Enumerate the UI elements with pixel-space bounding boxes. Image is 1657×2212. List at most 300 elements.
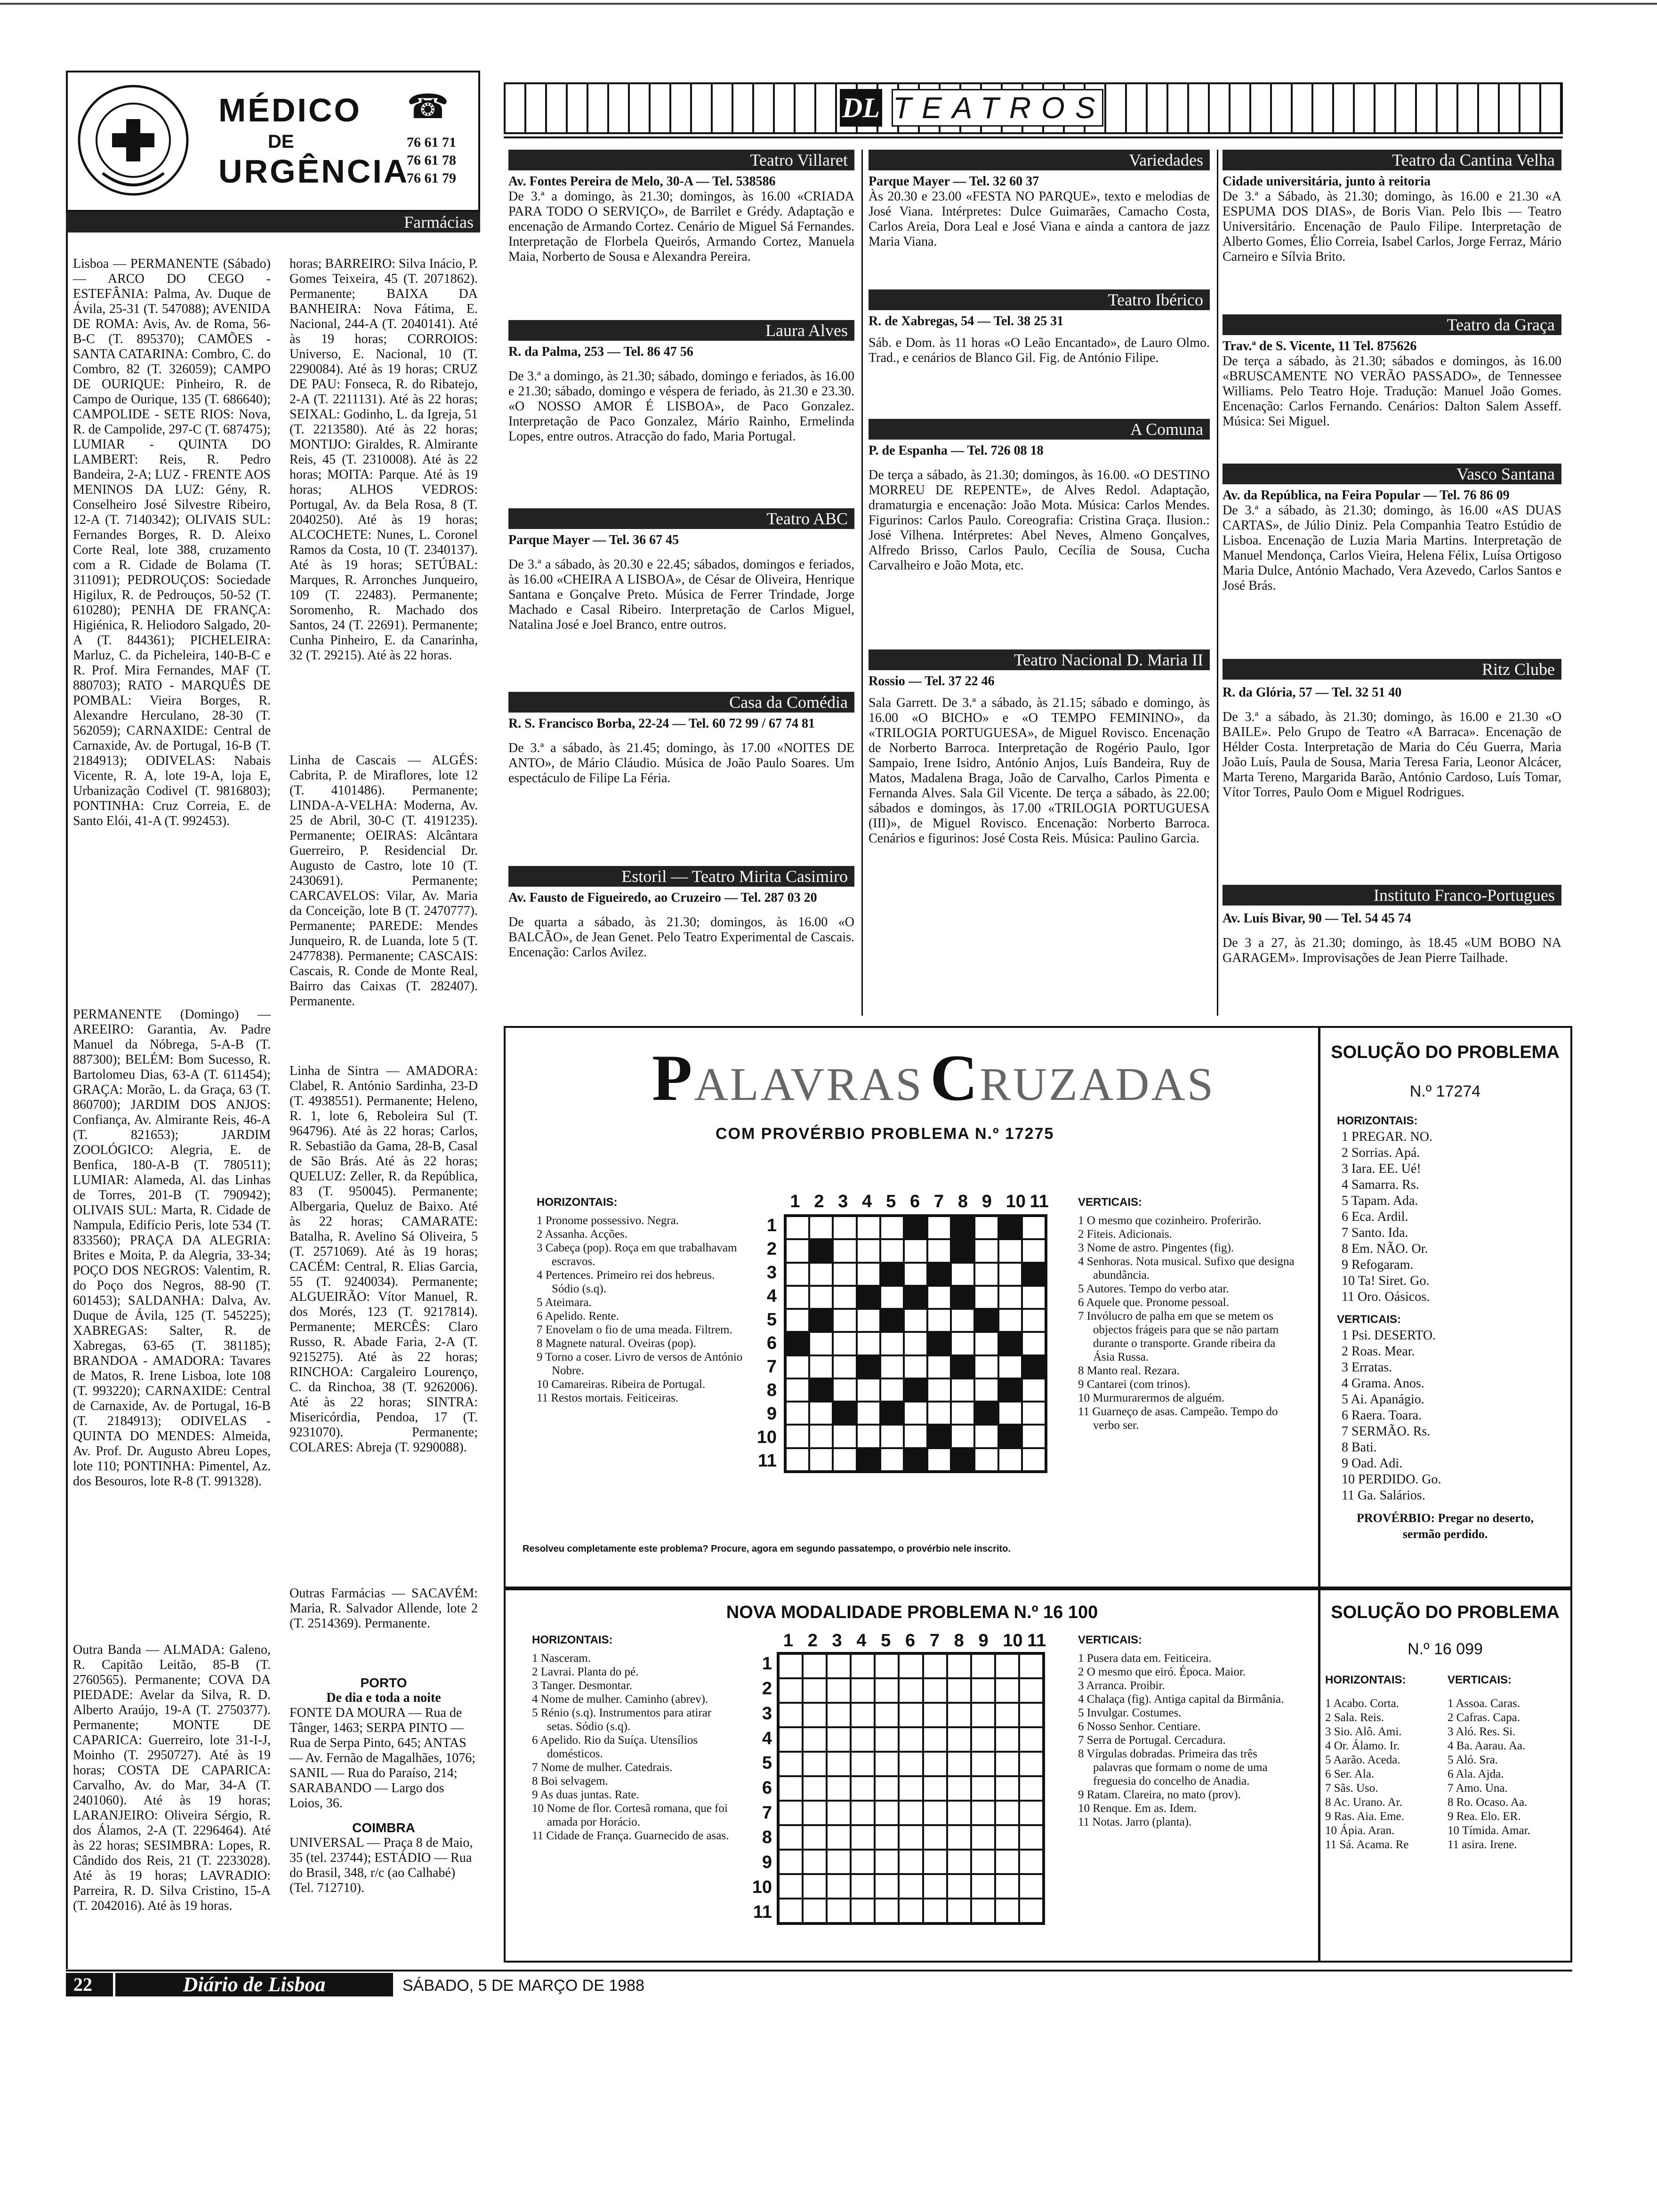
grid-cell[interactable] [998, 1355, 1022, 1378]
grid-cell[interactable] [927, 1378, 951, 1402]
grid-cell[interactable] [923, 1874, 947, 1899]
grid-cell[interactable] [927, 1263, 951, 1286]
grid-cell[interactable] [899, 1825, 923, 1850]
grid-cell[interactable] [827, 1678, 851, 1703]
grid-cell[interactable] [951, 1425, 974, 1448]
grid-cell[interactable] [803, 1874, 827, 1899]
grid-cell[interactable] [851, 1850, 875, 1874]
grid-cell[interactable] [875, 1678, 899, 1703]
grid-cell[interactable] [786, 1286, 809, 1309]
solution-item: 11 Ga. Salários. [1342, 1488, 1425, 1503]
grid-cell[interactable] [833, 1332, 856, 1355]
villaret-text: De 3.ª a domingo, às 21.30; domingos, às 16.00 «CRIADA PARA TODO O SERVIÇO», de Barrilet e Grédy. Adaptação e encenação de Armando Cortez. Cenário de Miguel Sá Fernandes. Interpretação de Florbela Queirós, Armando Cortez, Manuela Maia, Norberto de Sousa e Alexandra Pereira. [508, 189, 854, 264]
grid-cell[interactable] [998, 1448, 1022, 1471]
grid-cell[interactable] [833, 1448, 856, 1471]
grid-cell[interactable] [947, 1727, 971, 1752]
solution-item: 7 SERMÃO. Rs. [1342, 1424, 1431, 1439]
grid-cell[interactable] [857, 1332, 880, 1355]
grid-cell[interactable] [779, 1899, 803, 1923]
farmacias-margem-sul: horas; BARREIRO: Silva Inácio, P. Gomes Teixeira, 45 (T. 2071862). Permanente; BAIXA DA BANHEIRA: Nova Fátima, E. Nacional, 244-A (T. 2040141). Até às 19 horas; CORROIOS: Universo, E. Nacional, 10 (T. 2290084). Até às 19 horas; CRUZ DE PAU: Fonseca, R. do Ribatejo, 2-A (T. 2211131). Até às 22 horas; SEIXAL: Godinho, L. da Igreja, 51 (T. 2213580). Até às 22 horas; MONTIJO: Giraldes, R. Almirante Reis, 45 (T. 2310008). Até às 22 horas; MOITA: Parque. Até às 19 horas; ALHOS VEDROS: Portugal, Av. da Bela Rosa, 8 (T. 2040250). Até às 19 horas; ALCOCHETE: Nunes, L. Coronel Ramos da Costa, 10 (T. 2340137). Até às 19 horas; SETÚBAL: Marques, R. Arronches Junqueiro, 109 (T. 22483). Permanente; Soromenho, R. Machado dos Santos, 24 (T. 22691). Permanente; Cunha Pinheiro, E. da Canarinha, 32 (T. 29215). Até às 22 horas. [290, 256, 478, 663]
solution-item: 8 Ro. Ocaso. Aa. [1448, 1796, 1528, 1809]
grid-cell[interactable] [904, 1378, 927, 1402]
grid-cell[interactable] [974, 1402, 998, 1425]
grid-cell[interactable] [875, 1727, 899, 1752]
v-clue: 1 O mesmo que cozinheiro. Proferirão. [1078, 1214, 1262, 1227]
variedades-section [869, 150, 1210, 249]
grid-cell[interactable] [779, 1776, 803, 1801]
grid-cell[interactable] [803, 1899, 827, 1923]
row-number: 7 [762, 1803, 772, 1823]
grid-cell[interactable] [880, 1448, 904, 1471]
grid-cell[interactable] [899, 1776, 923, 1801]
column-number: 7 [929, 1631, 940, 1651]
grid-cell[interactable] [995, 1825, 1019, 1850]
grid-cell[interactable] [809, 1355, 833, 1378]
grid-cell[interactable] [899, 1703, 923, 1727]
grid-cell[interactable] [880, 1378, 904, 1402]
grid-cell[interactable] [1022, 1263, 1046, 1286]
grid-cell[interactable] [923, 1850, 947, 1874]
grid-cell[interactable] [974, 1263, 998, 1286]
grid-cell[interactable] [971, 1678, 995, 1703]
grid-cell[interactable] [803, 1850, 827, 1874]
grid-cell[interactable] [995, 1776, 1019, 1801]
grid-cell[interactable] [998, 1239, 1022, 1262]
grid-cell[interactable] [1022, 1239, 1046, 1262]
grid-cell[interactable] [779, 1850, 803, 1874]
grid-cell[interactable] [803, 1776, 827, 1801]
grid-cell[interactable] [1019, 1727, 1043, 1752]
grid-cell[interactable] [851, 1678, 875, 1703]
variedades-addr: Parque Mayer — Tel. 32 60 37 [869, 174, 1039, 189]
grid-cell[interactable] [827, 1850, 851, 1874]
grid-cell[interactable] [971, 1801, 995, 1825]
grid-cell[interactable] [923, 1654, 947, 1678]
grid-cell[interactable] [947, 1752, 971, 1776]
grid-cell[interactable] [857, 1309, 880, 1332]
grid-cell[interactable] [786, 1239, 809, 1262]
grid-cell[interactable] [923, 1801, 947, 1825]
grid-cell[interactable] [779, 1801, 803, 1825]
grid-cell[interactable] [951, 1309, 974, 1332]
grid-cell[interactable] [927, 1448, 951, 1471]
grid-cell[interactable] [880, 1216, 904, 1239]
grid-cell[interactable] [1019, 1801, 1043, 1825]
grid-cell[interactable] [995, 1899, 1019, 1923]
grid-cell[interactable] [1019, 1874, 1043, 1899]
grid-cell[interactable] [786, 1216, 809, 1239]
villaret-title: Teatro Villaret [508, 150, 854, 170]
grid-cell[interactable] [1019, 1825, 1043, 1850]
grid-cell[interactable] [857, 1216, 880, 1239]
grid-cell[interactable] [779, 1825, 803, 1850]
grid-cell[interactable] [809, 1216, 833, 1239]
grid-cell[interactable] [875, 1752, 899, 1776]
grid-cell[interactable] [974, 1448, 998, 1471]
grid-cell[interactable] [998, 1378, 1022, 1402]
row-number: 1 [762, 1654, 772, 1674]
grid-cell[interactable] [1019, 1899, 1043, 1923]
franco-title: Instituto Franco-Portugues [1223, 885, 1561, 906]
grid-cell[interactable] [1022, 1378, 1046, 1402]
phone-1: 76 61 71 [407, 135, 456, 150]
grid-cell[interactable] [951, 1402, 974, 1425]
grid-cell[interactable] [809, 1309, 833, 1332]
grid-cell[interactable] [899, 1850, 923, 1874]
grid-cell[interactable] [947, 1899, 971, 1923]
grid-cell[interactable] [998, 1286, 1022, 1309]
grid-cell[interactable] [947, 1850, 971, 1874]
grid-cell[interactable] [786, 1448, 809, 1471]
grid-cell[interactable] [880, 1239, 904, 1262]
grid-cell[interactable] [998, 1216, 1022, 1239]
grid-cell[interactable] [947, 1801, 971, 1825]
grid-cell[interactable] [803, 1654, 827, 1678]
grid-cell[interactable] [974, 1425, 998, 1448]
grid-cell[interactable] [803, 1825, 827, 1850]
row-number: 5 [766, 1310, 777, 1330]
grid-cell[interactable] [904, 1402, 927, 1425]
grid-cell[interactable] [923, 1752, 947, 1776]
grid-cell[interactable] [971, 1654, 995, 1678]
grid-cell[interactable] [1019, 1678, 1043, 1703]
grid-cell[interactable] [809, 1332, 833, 1355]
h-clue: 2 Lavrai. Planta do pé. [532, 1666, 639, 1678]
grid-cell[interactable] [904, 1332, 927, 1355]
grid-cell[interactable] [880, 1286, 904, 1309]
v-clue: 7 Invólucro de palha em que se metem os objectos frágeis para que se não partam durante o transporte. Grande ribeira da Ásia Russa. [1078, 1310, 1279, 1363]
grid-cell[interactable] [947, 1776, 971, 1801]
grid-cell[interactable] [833, 1286, 856, 1309]
grid-cell[interactable] [786, 1402, 809, 1425]
grid-cell[interactable] [833, 1378, 856, 1402]
column-number: 10 [1005, 1192, 1026, 1211]
grid-cell[interactable] [899, 1678, 923, 1703]
grid-cell[interactable] [995, 1874, 1019, 1899]
grid-cell[interactable] [904, 1216, 927, 1239]
grid-cell[interactable] [1019, 1752, 1043, 1776]
grid-cell[interactable] [857, 1448, 880, 1471]
grid-cell[interactable] [923, 1678, 947, 1703]
row-number: 6 [766, 1333, 777, 1353]
laura-addr: R. da Palma, 253 — Tel. 86 47 56 [508, 345, 693, 359]
grid-cell[interactable] [995, 1727, 1019, 1752]
grid-cell[interactable] [971, 1703, 995, 1727]
crossword-grid-2[interactable] [777, 1652, 1045, 1925]
grid-cell[interactable] [827, 1752, 851, 1776]
grid-cell[interactable] [899, 1899, 923, 1923]
solution-item: 4 Grama. Anos. [1342, 1376, 1424, 1391]
grid-cell[interactable] [904, 1263, 927, 1286]
solution-item: 8 Ac. Urano. Ar. [1325, 1796, 1402, 1809]
grid-cell[interactable] [1022, 1425, 1046, 1448]
grid-cell[interactable] [809, 1402, 833, 1425]
grid-cell[interactable] [998, 1309, 1022, 1332]
grid-cell[interactable] [927, 1239, 951, 1262]
grid-cell[interactable] [951, 1378, 974, 1402]
grid-cell[interactable] [947, 1654, 971, 1678]
grid-cell[interactable] [851, 1899, 875, 1923]
h-clue: 6 Apelido. Rio da Suíça. Utensílios domésticos. [532, 1734, 698, 1760]
grid-cell[interactable] [923, 1899, 947, 1923]
grid-cell[interactable] [875, 1654, 899, 1678]
grid-cell[interactable] [899, 1874, 923, 1899]
grid-cell[interactable] [875, 1874, 899, 1899]
grid-cell[interactable] [857, 1402, 880, 1425]
grid-cell[interactable] [833, 1263, 856, 1286]
grid-cell[interactable] [779, 1678, 803, 1703]
grid-cell[interactable] [851, 1654, 875, 1678]
grid-cell[interactable] [995, 1678, 1019, 1703]
grid-cell[interactable] [1022, 1448, 1046, 1471]
grid-cell[interactable] [833, 1216, 856, 1239]
grid-cell[interactable] [971, 1752, 995, 1776]
grid-cell[interactable] [851, 1776, 875, 1801]
sol2-v [1448, 1673, 1570, 1852]
grid-cell[interactable] [998, 1425, 1022, 1448]
grid-cell[interactable] [851, 1727, 875, 1752]
grid-cell[interactable] [974, 1239, 998, 1262]
grid-cell[interactable] [947, 1874, 971, 1899]
grid-cell[interactable] [951, 1263, 974, 1286]
grid-cell[interactable] [809, 1448, 833, 1471]
grid-cell[interactable] [904, 1286, 927, 1309]
grid-cell[interactable] [1022, 1355, 1046, 1378]
grid-cell[interactable] [927, 1216, 951, 1239]
grid-cell[interactable] [971, 1825, 995, 1850]
grid-cell[interactable] [880, 1332, 904, 1355]
grid-cell[interactable] [998, 1263, 1022, 1286]
grid-cell[interactable] [786, 1309, 809, 1332]
grid-cell[interactable] [786, 1378, 809, 1402]
grid-cell[interactable] [947, 1825, 971, 1850]
grid-cell[interactable] [923, 1703, 947, 1727]
grid-cell[interactable] [827, 1727, 851, 1752]
grid-cell[interactable] [827, 1874, 851, 1899]
grid-cell[interactable] [833, 1425, 856, 1448]
grid-cell[interactable] [875, 1776, 899, 1801]
grid-cell[interactable] [1022, 1216, 1046, 1239]
grid-cell[interactable] [923, 1776, 947, 1801]
grid-cell[interactable] [851, 1874, 875, 1899]
v-clue: 9 Cantarei (com trinos). [1078, 1378, 1190, 1391]
grid-cell[interactable] [974, 1286, 998, 1309]
grid-cell[interactable] [857, 1263, 880, 1286]
solution-item: 3 Sio. Alô. Ami. [1325, 1725, 1402, 1738]
grid-cell[interactable] [875, 1703, 899, 1727]
grid-cell[interactable] [803, 1727, 827, 1752]
grid-cell[interactable] [779, 1874, 803, 1899]
grid-cell[interactable] [951, 1239, 974, 1262]
grid-cell[interactable] [851, 1703, 875, 1727]
grid-cell[interactable] [1019, 1850, 1043, 1874]
grid-cell[interactable] [803, 1752, 827, 1776]
grid-cell[interactable] [1019, 1654, 1043, 1678]
grid-cell[interactable] [927, 1402, 951, 1425]
grid-cell[interactable] [827, 1654, 851, 1678]
column-number: 4 [856, 1631, 867, 1651]
farmacias-linha-sintra: Linha de Sintra — AMADORA: Clabel, R. António Sardinha, 23-D (T. 4938551). Permanente; Heleno, R. 1, lote 6, Reboleira Sul (T. 964796). Até às 22 horas; Carlos, R. Sebastião da Gama, 28-B, Casal de São Brás. Até às 22 horas; QUELUZ: Zeller, R. da República, 83 (T. 950045). Permanente; Albergaria, Queluz de Baixo. Até às 22 horas; CAMARATE: Batalha, R. Avelino Sá Oliveira, 5 (T. 2571069). Até às 19 horas; CACÉM: Central, R. Elias Garcia, 55 (T. 9240034). Permanente; ALGUEIRÃO: Vítor Manuel, R. dos Morés, 123 (T. 9217814). Permanente; MERCÊS: Claro Russo, R. Abade Faria, 2-A (T. 9215275). Até às 22 horas; RINCHOA: Cargaleiro Lourenço, C. da Rinchoa, 38 (T. 9262006). Até às 22 horas; SINTRA: Misericórdia, Pendoa, 17 (T. 9231070). Permanente; COLARES: Abreja (T. 9290088). [290, 1064, 478, 1455]
grid-cell[interactable] [971, 1727, 995, 1752]
grid-cell[interactable] [904, 1239, 927, 1262]
grid-cell[interactable] [904, 1448, 927, 1471]
grid-cell[interactable] [851, 1825, 875, 1850]
grid-cell[interactable] [827, 1825, 851, 1850]
grid-cell[interactable] [995, 1850, 1019, 1874]
grid-cell[interactable] [1022, 1309, 1046, 1332]
grid-cell[interactable] [857, 1286, 880, 1309]
v-clue: 3 Arranca. Proibir. [1078, 1679, 1165, 1692]
v-clue: 1 Pusera data em. Feiticeira. [1078, 1652, 1212, 1665]
cantina-text: De 3.ª a Sábado, às 21.30; domingo, às 16.00 e 21.30 «A ESPUMA DOS DIAS», de Boris Vian. Pelo Ibis — Teatro Universitário. Encenação de Paulo Filipe. Interpretação de Alberto Gomes, Élio Correia, Isabel Carlos, Jorge Ferraz, Mário Carneiro e Sílvia Brito. [1223, 189, 1561, 264]
h-clue: 10 Camareiras. Ribeira de Portugal. [537, 1378, 706, 1391]
grid-cell[interactable] [880, 1355, 904, 1378]
grid-cell[interactable] [779, 1727, 803, 1752]
grid-cell[interactable] [974, 1216, 998, 1239]
grid-cell[interactable] [971, 1899, 995, 1923]
grid-cell[interactable] [827, 1776, 851, 1801]
v-clue: 11 Guarneço de asas. Campeão. Tempo do verbo ser. [1078, 1405, 1278, 1432]
paper-title: Diário de Lisboa [115, 1973, 393, 1996]
grid-cell[interactable] [786, 1425, 809, 1448]
grid-cell[interactable] [875, 1899, 899, 1923]
grid-cell[interactable] [779, 1703, 803, 1727]
grid-cell[interactable] [827, 1703, 851, 1727]
solution-item: 5 Ai. Apanágio. [1342, 1392, 1424, 1407]
column-number: 9 [981, 1192, 992, 1211]
grid-cell[interactable] [803, 1801, 827, 1825]
crossword-grid-1[interactable] [784, 1214, 1047, 1473]
nova-verticais [1078, 1633, 1299, 1829]
grid-cell[interactable] [927, 1309, 951, 1332]
grid-cell[interactable] [851, 1801, 875, 1825]
grid-cell[interactable] [927, 1355, 951, 1378]
grid-cell[interactable] [833, 1402, 856, 1425]
grid-cell[interactable] [880, 1309, 904, 1332]
grid-cell[interactable] [880, 1402, 904, 1425]
h-clue: 8 Magnete natural. Oveiras (pop). [537, 1337, 696, 1350]
column-number: 3 [832, 1631, 842, 1651]
grid-cell[interactable] [974, 1309, 998, 1332]
grid-cell[interactable] [803, 1678, 827, 1703]
grid-cell[interactable] [923, 1825, 947, 1850]
grid-cell[interactable] [857, 1425, 880, 1448]
grid-cell[interactable] [857, 1378, 880, 1402]
grid-cell[interactable] [1022, 1332, 1046, 1355]
grid-cell[interactable] [851, 1752, 875, 1776]
grid-cell[interactable] [904, 1425, 927, 1448]
farmacias-lisboa-sabado: Lisboa — PERMANENTE (Sábado) — ARCO DO CEGO - ESTEFÂNIA: Palma, Av. Duque de Ávila, 25-31 (T. 547088); AVENIDA DE ROMA: Avis, Av. de Roma, 56-B-C (T. 895370); CAMÕES - SANTA CATARINA: Combro, C. do Combro, 82 (T. 326059); CAMPO DE OURIQUE: Pinheiro, R. de Campo de Ourique, 135 (T. 686640); CAMPOLIDE - SETE RIOS: Nova, R. de Campolide, 297-C (T. 687475); LUMIAR - QUINTA DO LAMBERT: Reis, R. Pedro Bandeira, 2-A; LUZ - FRENTE AOS MENINOS DA LUZ: Gény, R. Conselheiro José Silvestre Ribeiro, 12-A (T. 7140342); OLIVAIS SUL: Fernandes Borges, R. D. Aleixo Corte Real, lote 388, cruzamento com a R. Cidade de Bolama (T. 311091); PEDROUÇOS: Sociedade Higilux, R. de Pedrouços, 50-52 (T. 610280); PENHA DE FRANÇA: Higiénica, R. Heliodoro Salgado, 20-A (T. 844361); PICHELEIRA: Marluz, C. da Picheleira, 140-B-C e R. Prof. Mira Fernandes, MAF (T. 880703); RATO - MARQUÊS DE POMBAL: Vieira Borges, R. Alexandre Herculano, 28-30 (T. 562059); CARNAXIDE: Central de Carnaxide, Av. de Portugal, 16-B (T. 2184913); ODIVELAS: Nabais Vicente, R. A, lote 19-A, loja E, Urbanização Codivel (T. 9816803); PONTINHA: Cruz Correia, E. de Santo Elói, 41-A (T. 992453). [73, 256, 271, 828]
grid-cell[interactable] [899, 1727, 923, 1752]
v-clue: 7 Serra de Portugal. Cercadura. [1078, 1734, 1226, 1747]
teatros-title: TEATROS [892, 89, 1103, 127]
grid-cell[interactable] [809, 1378, 833, 1402]
ritz-addr: R. da Glória, 57 — Tel. 32 51 40 [1223, 685, 1402, 700]
solution-item: 1 Acabo. Corta. [1325, 1697, 1399, 1710]
medico-line3: URGÊNCIA [218, 153, 410, 190]
grid-cell[interactable] [1022, 1402, 1046, 1425]
grid-cell[interactable] [875, 1801, 899, 1825]
grid-cell[interactable] [995, 1654, 1019, 1678]
grid-cell[interactable] [833, 1355, 856, 1378]
grid-cell[interactable] [927, 1286, 951, 1309]
grid-cell[interactable] [779, 1752, 803, 1776]
grid-cell[interactable] [875, 1850, 899, 1874]
grid-cell[interactable] [899, 1654, 923, 1678]
sol2-h [1325, 1673, 1448, 1852]
grid-cell[interactable] [827, 1801, 851, 1825]
h-clue: 3 Tanger. Desmontar. [532, 1679, 633, 1692]
v-clue: 4 Chalaça (fig). Antiga capital da Birmânia. [1078, 1693, 1284, 1706]
grid-cell[interactable] [899, 1752, 923, 1776]
grid-cell[interactable] [927, 1425, 951, 1448]
grid-cell[interactable] [998, 1332, 1022, 1355]
grid-cell[interactable] [779, 1654, 803, 1678]
grid-cell[interactable] [880, 1263, 904, 1286]
grid-cell[interactable] [899, 1801, 923, 1825]
grid-cell[interactable] [833, 1239, 856, 1262]
phone-3: 76 61 79 [407, 170, 456, 186]
grid-cell[interactable] [971, 1776, 995, 1801]
grid-cell[interactable] [809, 1425, 833, 1448]
grid-cell[interactable] [995, 1703, 1019, 1727]
grid-cell[interactable] [875, 1825, 899, 1850]
grid-cell[interactable] [786, 1263, 809, 1286]
grid-cell[interactable] [995, 1752, 1019, 1776]
grid-cell[interactable] [827, 1899, 851, 1923]
grid-cell[interactable] [995, 1801, 1019, 1825]
abc-text: De 3.ª a sábado, às 20.30 e 22.45; sábados, domingos e feriados, às 16.00 «CHEIRA A LISBOA», de César de Oliveira, Henrique Santana e Gonçalve Preto. Música de Ferrer Trindade, Jorge Machado e Casal Ribeiro. Interpretação de Carlos Miguel, Natalina José e Joel Branco, entre outros. [508, 557, 854, 632]
grid-cell[interactable] [904, 1309, 927, 1332]
grid-cell[interactable] [971, 1874, 995, 1899]
grid-cell[interactable] [809, 1286, 833, 1309]
grid-cell[interactable] [880, 1425, 904, 1448]
grid-cell[interactable] [786, 1332, 809, 1355]
grid-cell[interactable] [951, 1448, 974, 1471]
grid-cell[interactable] [927, 1332, 951, 1355]
grid-cell[interactable] [923, 1727, 947, 1752]
grid-cell[interactable] [974, 1378, 998, 1402]
grid-cell[interactable] [951, 1332, 974, 1355]
grid-cell[interactable] [803, 1703, 827, 1727]
grid-cell[interactable] [1019, 1703, 1043, 1727]
grid-cell[interactable] [1022, 1286, 1046, 1309]
sol2-h-list [1325, 1697, 1448, 1852]
row-number: 2 [766, 1239, 777, 1259]
grid-cell[interactable] [786, 1355, 809, 1378]
grid-cell[interactable] [974, 1332, 998, 1355]
grid-cell[interactable] [857, 1355, 880, 1378]
grid-cell[interactable] [1019, 1776, 1043, 1801]
grid-cell[interactable] [947, 1678, 971, 1703]
grid-cell[interactable] [974, 1355, 998, 1378]
grid-cell[interactable] [971, 1850, 995, 1874]
grid-cell[interactable] [951, 1216, 974, 1239]
crossword-2-column-numbers [777, 1631, 1045, 1650]
grid-cell[interactable] [951, 1355, 974, 1378]
grid-cell[interactable] [998, 1402, 1022, 1425]
grid-cell[interactable] [809, 1239, 833, 1262]
grid-cell[interactable] [833, 1309, 856, 1332]
grid-cell[interactable] [809, 1263, 833, 1286]
grid-cell[interactable] [947, 1703, 971, 1727]
farmacias-linha-cascais: Linha de Cascais — ALGÉS: Cabrita, P. de Miraflores, lote 12 (T. 4101486). Permanente; LINDA-A-VELHA: Moderna, Av. 25 de Abril, 30-C (T. 4191235). Permanente; OEIRAS: Alcântara Guerreiro, P. Residencial Dr. Augusto de Castro, lote 10 (T. 2430691). Permanente; CARCAVELOS: Vilar, Av. Maria da Conceição, lote B (T. 2470777). Permanente; PAREDE: Mendes Junqueiro, R. de Luanda, lote 5 (T. 2477838). Permanente; CASCAIS: Cascais, R. Conde de Monte Real, Bairro das Caixas (T. 282407). Permanente. [290, 753, 478, 1009]
grid-cell[interactable] [857, 1239, 880, 1262]
grid-cell[interactable] [951, 1286, 974, 1309]
row-number: 7 [766, 1357, 777, 1377]
franco-text: De 3 a 27, às 21.30; domingo, às 18.45 «UM BOBO NA GARAGEM». Improvisações de Jean Pierre Tailhade. [1223, 936, 1561, 965]
grid-cell[interactable] [904, 1355, 927, 1378]
